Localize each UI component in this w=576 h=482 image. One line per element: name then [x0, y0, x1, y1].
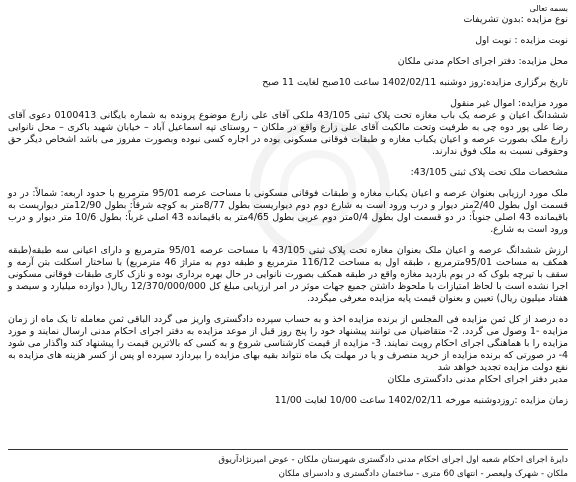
auction-time: زمان مزایده :روزدوشنبه مورخه 1402/02/11 ساعت 10/00 لغایت 11/00	[274, 395, 568, 406]
auction-terms: ده درصد از کل ثمن مزایده فی المجلس از برنده مزایده اخذ و به حساب سپرده دادگستری واریز می گردد الباقی ثمن معامله تا یک ماه از زمان مزایده -1 وصول می گردد. 2- متقاضیان می توانند پیشنهاد خود را پنج روز قبل از موعد مزایده به دفتر اجرای احکام مدنی ارسال نمایند و مورد مزایده را با هماهنگی اجرای احکام رویت نمایند. 3- مزایده از قیمت کارشناسی شروع و به کسی که بالاترین قیمت را پیشنهاد کند واگذار می شود 4- در صورتی که برنده مزایده از خرید منصرف و یا در مهلت یک ماه نتواند بقیه بهای مزایده را بپردازد سپرده او پس از کسر هزینه های مزایده به نفع دولت مزایده تجدید خواهد شد	[8, 314, 568, 373]
auction-location: محل مزایده: دفتر اجرای احکام مدنی ملکان	[397, 56, 568, 67]
auction-round: نوبت مزایده : نوبت اول	[475, 35, 568, 46]
footer-office: دایرۀ اجرای احکام شعبه اول اجرای احکام مدنی دادگستری شهرستان ملکان - عوض امیرنژادآریوق	[218, 455, 568, 465]
specs-title: مشخصات ملک تحت پلاک ثبتی 43/105:	[410, 167, 568, 178]
basmala: بسمه تعالی	[529, 4, 568, 13]
auction-subject: مورد مزایده: اموال غیر منقول	[450, 98, 568, 109]
auction-datetime: تاریخ برگزاری مزایده:روز دوشنبه 1402/02/11 ساعت 10صبح لغایت 11 صبح	[262, 77, 568, 88]
footer-address: ملکان - شهرک ولیعصر - انتهای 60 متری - ساختمان دادگستری و دادسرای ملکان	[278, 469, 568, 479]
property-identity: ششدانگ اعیان و عرصه یک باب مغازه تحت پلاک ثبتی 43/105 ملکی آقای علی زارع موضوع پرونده به شماره بایگانی 0100413 دعوی آقای رضا علی پور دوه چی به طرفیت وتحت مالکیت آقای علی زارع واقع در ملکان – روستای تپه اسماعیل آباد – خیابان شهید باکری – محل نانوایی زارع ملک بصورت عرصه و اعیان یکباب مغازه و طبقات فوقانی مسکونی بوده در اجاره کسی نبوده وبصورت مفروز می باشد اشخاص دیگر حق وحقوقی نسبت به ملک فوق ندارند.	[8, 110, 568, 157]
property-specs: ملک مورد ارزیابی بعنوان عرصه و اعیان یکباب مغازه و طبقات فوقانی مسکونی با مساحت عرصه 95/01 مترمربع با حدود اربعه: شمالاً: در دو قسمت اول بطول 2/40متر دیوار و درب ورود است به شارع دوم دوم دیواریست بطول 8/77متر به کوچه شرقاً: بطول 12/90متر دیواریست به باقیمانده 43 اصلی جنوباً: در دو قسمت اول بطول 0/4متر دوم عربی بطول 4/65متر به باقیمانده 43 اصلی غرباً: بطول 10/6 متر دیوار و درب ورود است به شارع.	[8, 188, 568, 235]
footer-divider	[8, 449, 568, 450]
auction-type: نوع مزایده :بدون تشریفات	[463, 14, 568, 25]
office-signature: مدیر دفتر اجرای احکام مدنی دادگستری ملکان	[387, 374, 568, 385]
property-valuation: ارزش ششدانگ عرصه و اعیان ملک بعنوان مغازه تحت پلاک ثبتی 43/105 با مساحت عرصه 95/01 مترمربع و دارای اعیانی سه طبقه(طبقه همکف به مساحت 95/01مترمربع ، طبقه اول به مساحت 116/12 مترمربع و طبقه دوم به متراژ 46 مترمربع) با ساختار اسکلت بتن آرمه و سقف با تیرچه بلوک که در یوم بازدید مغازه واقع در طبقه همکف بصورت نانوایی در حال بهره برداری بوده و نازک کاری طبقات فوقانی مسکونی اجرا نشده است با لحاظ امتیازات با ملحوظ داشتن جمیع جهات موثر در امر ارزیابی مبلغ کل 12/370/000/000 ریال( دوازده میلیارد و سیصد و هفتاد میلیون ریال) تعیین و بعنوان قیمت پایه مزایده معرفی میگردد.	[8, 245, 569, 304]
